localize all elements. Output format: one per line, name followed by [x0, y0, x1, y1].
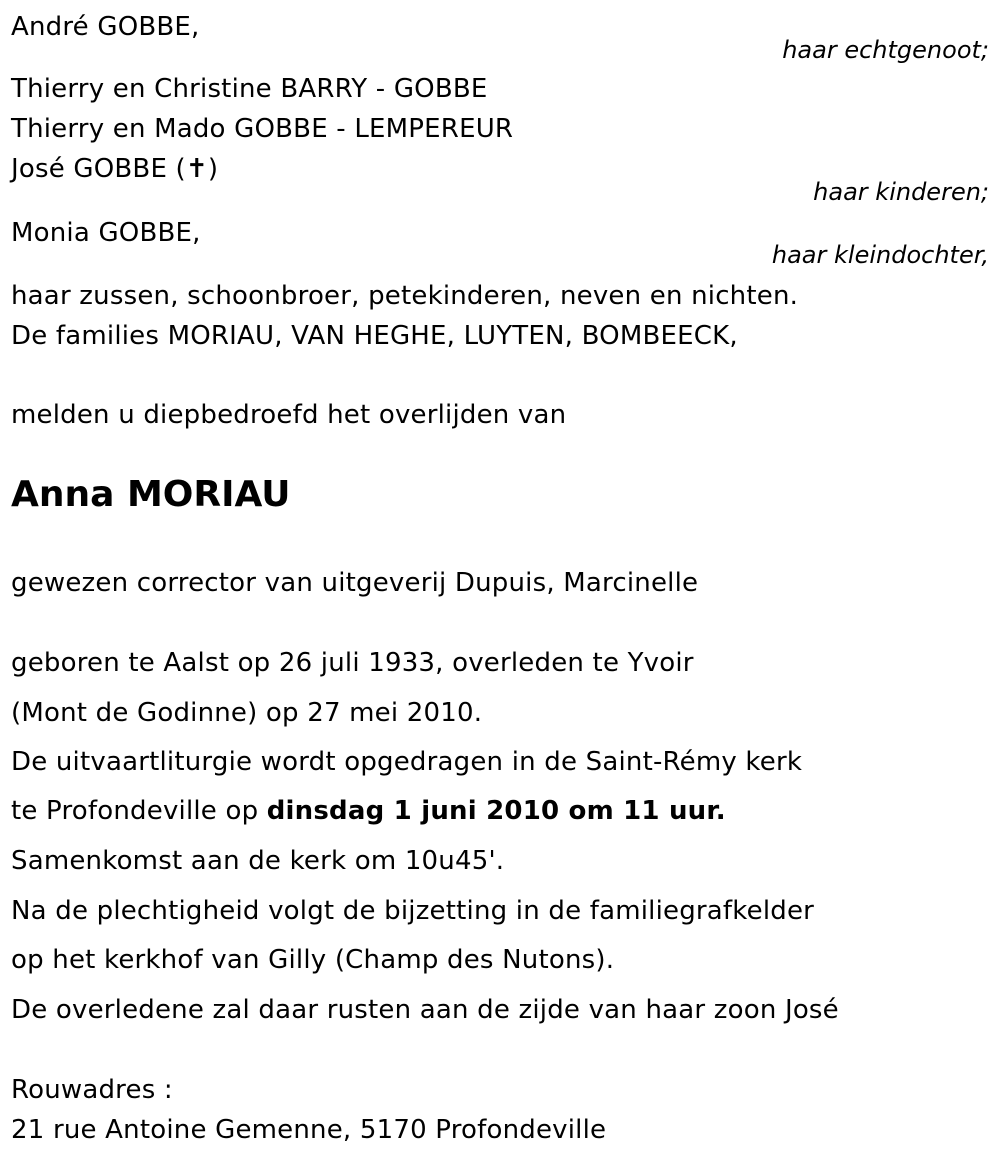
details-line-8: De overledene zal daar rusten aan de zijde van haar zoon José — [11, 995, 839, 1025]
funeral-date: dinsdag 1 juni 2010 om 11 uur. — [266, 796, 726, 826]
child-2: Thierry en Mado GOBBE - LEMPEREUR — [11, 114, 514, 144]
spouse-role: haar echtgenoot; — [782, 36, 989, 64]
details-line-4 — [11, 796, 726, 826]
address-value: 21 rue Antoine Gemenne, 5170 Profondeville — [11, 1115, 607, 1145]
details-line-2: (Mont de Godinne) op 27 mei 2010. — [11, 698, 483, 728]
address-label: Rouwadres : — [11, 1075, 173, 1105]
spouse-name: André GOBBE, — [11, 12, 200, 42]
details-line-7: op het kerkhof van Gilly (Champ des Nutons). — [11, 945, 615, 975]
child-1: Thierry en Christine BARRY - GOBBE — [11, 74, 488, 104]
details-line-5: Samenkomst aan de kerk om 10u45'. — [11, 846, 505, 876]
details-line-1: geboren te Aalst op 26 juli 1933, overleden te Yvoir — [11, 648, 694, 678]
occupation: gewezen corrector van uitgeverij Dupuis, Marcinelle — [11, 568, 699, 598]
deceased-name: Anna MORIAU — [11, 474, 291, 515]
child-3: José GOBBE (✝) — [11, 154, 219, 184]
relatives-line: haar zussen, schoonbroer, petekinderen, neven en nichten. — [11, 281, 799, 311]
granddaughter-name: Monia GOBBE, — [11, 218, 201, 248]
granddaughter-role: haar kleindochter, — [771, 241, 989, 269]
details-line-4-prefix: te Profondeville op — [11, 796, 267, 826]
details-line-3: De uitvaartliturgie wordt opgedragen in de Saint-Rémy kerk — [11, 747, 803, 777]
announcement: melden u diepbedroefd het overlijden van — [11, 400, 567, 430]
families-line: De families MORIAU, VAN HEGHE, LUYTEN, BOMBEECK, — [11, 321, 738, 351]
children-role: haar kinderen; — [813, 178, 989, 206]
details-line-6: Na de plechtigheid volgt de bijzetting in de familiegrafkelder — [11, 896, 815, 926]
